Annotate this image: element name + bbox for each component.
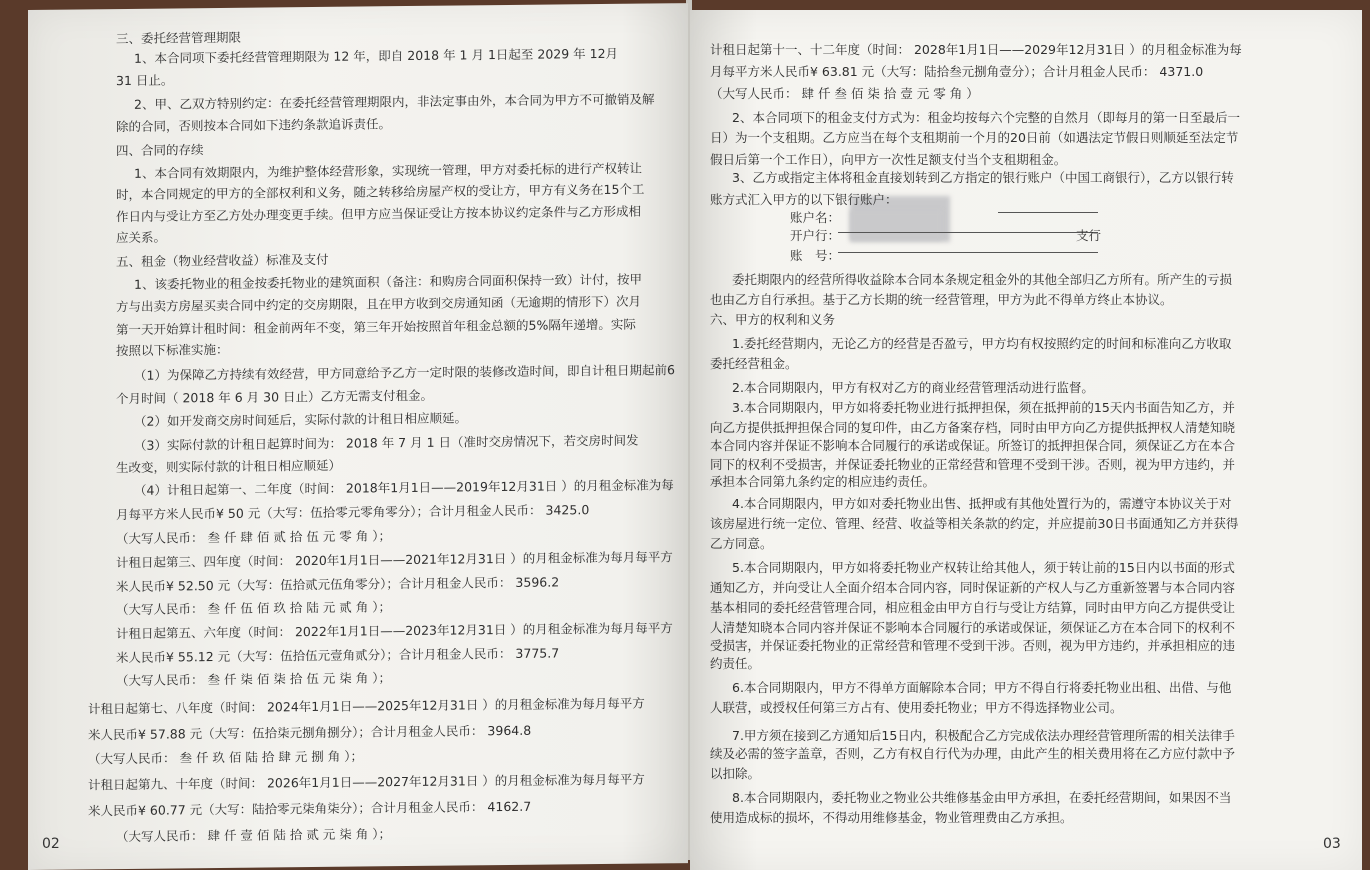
- left-line: （大写人民币： 肆 仟 壹 佰 陆 拾 贰 元 柒 角 ）；: [116, 826, 391, 845]
- right-line: 同下的权利不受损害，并保证委托物业的正常经营和管理不受到干涉。否则，视为甲方违约，并: [710, 457, 1236, 472]
- right-line: 3.本合同期限内，甲方如将委托物业进行抵押担保，须在抵押前的15天内书面告知乙方，并: [732, 400, 1235, 415]
- left-line: 米人民币¥ 60.77 元（大写：陆拾零元柒角柒分）；合计月租金人民币： 4162.7: [88, 798, 532, 819]
- left-line: 生改变，则实际付款的计租日相应顺延）: [116, 457, 342, 476]
- right-line: 日）为一个支租期。乙方应当在每个支租期前一个月的20日前（如遇法定节假日则顺延至法定节: [710, 130, 1239, 145]
- right-line: （大写人民币： 肆 仟 叁 佰 柒 拾 壹 元 零 角 ）: [710, 86, 979, 101]
- right-line: 以扣除。: [710, 766, 761, 781]
- bank-underline: [838, 232, 1098, 233]
- right-line: 计租日起第十一、十二年度（时间： 2028年1月1日——2029年12月31日 ）的月租金标准为每: [710, 42, 1242, 57]
- right-line: 也由乙方自行承担。基于乙方长期的统一经营管理，甲方为此不得单方终止本协议。: [710, 292, 1173, 307]
- right-line: 人清楚知晓本合同内容并保证不影响本合同履行的承诺或保证，须保证乙方在本合同下的权利不: [710, 620, 1236, 635]
- right-line: 该房屋进行统一定位、管理、经营、收益等相关条款的约定，并应提前30日书面通知乙方并获得: [710, 516, 1239, 531]
- left-line: 计租日起第三、四年度（时间： 2020年1月1日——2021年12月31日 ）的月租金标准为每月每平方: [116, 549, 673, 571]
- right-line: 委托期限内的经营所得收益除本合同本条规定租金外的其他全部归乙方所有。所产生的亏损: [732, 272, 1233, 287]
- left-line: （大写人民币： 叁 仟 肆 佰 贰 拾 伍 元 零 角 ）；: [116, 528, 391, 547]
- right-line: 3、乙方或指定主体将租金直接划转到乙方指定的银行账户（中国工商银行），乙方以银行转: [732, 170, 1234, 185]
- right-line: 使用造成标的损坏，不得动用维修基金，物业管理费由乙方承担。: [710, 810, 1073, 825]
- left-line: 三、委托经营管理期限: [116, 29, 242, 47]
- left-line: 2、甲、乙双方特别约定：在委托经营管理期限内，非法定事由外，本合同为甲方不可撤销及解: [134, 91, 655, 112]
- left-line: 方与出卖方房屋买卖合同中约定的交房期限，且在甲方收到交房通知函（无逾期的情形下）次月: [116, 293, 642, 315]
- left-line: 四、合同的存续: [116, 142, 204, 159]
- right-line: 8.本合同期限内，委托物业之物业公共维修基金由甲方承担，在委托经营期间，如果因不当: [732, 790, 1232, 805]
- right-line: 通知乙方，并向受让人全面介绍本合同内容，同时保证新的产权人与乙方重新签署与本合同内容: [710, 580, 1236, 595]
- right-line: 账 号：: [790, 248, 841, 263]
- right-line: 向乙方提供抵押担保合同的复印件，由乙方备案存档，同时由甲方向乙方提供抵押权人清楚知晓: [710, 420, 1236, 435]
- right-page: [690, 10, 1362, 870]
- left-line: 1、该委托物业的租金按委托物业的建筑面积（备注：和购房合同面积保持一致）计付，按甲: [134, 271, 642, 292]
- left-line: 时，本合同规定的甲方的全部权利和义务，随之转移给房屋产权的受让方，甲方有义务在15个工: [116, 181, 645, 203]
- right-line: 6.本合同期限内，甲方不得单方面解除本合同；甲方不得自行将委托物业出租、出借、与他: [732, 680, 1232, 695]
- right-line: 1.委托经营期内，无论乙方的经营是否盈亏，甲方均有权按照约定的时间和标准向乙方收取: [732, 336, 1232, 351]
- left-line: 除的合同，否则按本合同如下违约条款追诉责任。: [116, 116, 392, 135]
- left-line: 米人民币¥ 52.50 元（大写：伍拾贰元伍角零分）；合计月租金人民币： 3596.2: [116, 574, 560, 595]
- left-line: 应关系。: [116, 229, 167, 246]
- left-line: 计租日起第五、六年度（时间： 2022年1月1日——2023年12月31日 ）的月租金标准为每月每平方: [116, 620, 673, 642]
- account-underline: [998, 212, 1098, 213]
- left-line: 米人民币¥ 57.88 元（大写：伍拾柒元捌角捌分）；合计月租金人民币： 3964.8: [88, 722, 532, 743]
- left-line: 计租日起第九、十年度（时间： 2026年1月1日——2027年12月31日 ）的月租金标准为每月每平方: [88, 771, 645, 793]
- right-line: 基本相同的委托经营管理合同，相应租金由甲方自行与受让方结算，同时由甲方向乙方提供受让: [710, 600, 1236, 615]
- right-line: 2.本合同期限内，甲方有权对乙方的商业经营管理活动进行监督。: [732, 380, 1094, 395]
- right-line: 支行: [1076, 228, 1102, 243]
- left-line: 按照以下标准实施：: [116, 341, 229, 359]
- right-line: 月每平方米人民币¥ 63.81 元（大写：陆拾叁元捌角壹分）；合计月租金人民币： 4371.0: [710, 64, 1204, 79]
- right-line: 本合同内容并保证不影响本合同履行的承诺或保证。所签订的抵押担保合同，须保证乙方在本合: [710, 438, 1236, 453]
- right-line: 人联营，或授权任何第三方占有、使用委托物业；甲方不得选择物业公司。: [710, 700, 1123, 715]
- left-line: 第一天开始算计租时间：租金前两年不变，第三年开始按照首年租金总额的5%隔年递增。实际: [116, 316, 636, 338]
- right-line: 假日后第一个工作日），向甲方一次性足额支付当个支租期租金。: [710, 152, 1067, 167]
- left-line: （4）计租日起第一、二年度（时间： 2018年1月1日——2019年12月31日 ）的月租金标准为每: [134, 477, 674, 498]
- right-line: 7.甲方须在接到乙方通知后15日内，积极配合乙方完成依法办理经营管理所需的相关法律手: [732, 728, 1235, 743]
- left-line: （3）实际付款的计租日起算时间为： 2018 年 7 月 1 日（准时交房情况下，若交房时间发: [134, 432, 639, 453]
- right-line: 账方式汇入甲方的以下银行账户：: [710, 192, 898, 207]
- right-line: 账户名：: [790, 210, 841, 225]
- redacted-bank-info: [850, 210, 942, 240]
- left-line: 米人民币¥ 55.12 元（大写：伍拾伍元壹角贰分）；合计月租金人民币： 3775.7: [116, 645, 560, 666]
- right-line: 开户行：: [790, 228, 841, 243]
- left-line: （1）为保障乙方持续有效经营，甲方同意给予乙方一定时限的装修改造时间，即自计租日期起前6: [134, 362, 675, 383]
- left-line: （大写人民币： 叁 仟 玖 佰 陆 拾 肆 元 捌 角 ）；: [88, 748, 363, 767]
- account-number-underline: [838, 252, 1098, 253]
- right-line: 承担本合同第九条约定的相应违约责任。: [710, 474, 936, 489]
- right-line: 乙方同意。: [710, 536, 773, 551]
- page-number-right: 03: [1323, 836, 1341, 852]
- right-line: 4.本合同期限内，甲方如对委托物业出售、抵押或有其他处置行为的，需遵守本协议关于对: [732, 496, 1232, 511]
- left-line: （大写人民币： 叁 仟 柒 佰 柒 拾 伍 元 柒 角 ）；: [116, 670, 391, 689]
- left-line: （大写人民币： 叁 仟 伍 佰 玖 拾 陆 元 贰 角 ）；: [116, 599, 391, 618]
- left-line: 1、本合同项下委托经营管理期限为 12 年，即自 2018 年 1 月 1日起至 2029 年 12月: [134, 45, 619, 66]
- right-line: 委托经营租金。: [710, 356, 798, 371]
- page-number-left: 02: [42, 836, 60, 852]
- right-line: 约责任。: [710, 656, 761, 671]
- left-line: 作日内与受让方至乙方处办理变更手续。但甲方应当保证受让方按本协议约定条件与乙方形成相: [116, 203, 642, 225]
- left-line: 月每平方米人民币¥ 50 元（大写：伍拾零元零角零分）；合计月租金人民币： 3425.0: [116, 502, 590, 523]
- right-line: 2、本合同项下的租金支付方式为：租金均按每六个完整的自然月（即每月的第一日至最后一: [732, 110, 1240, 125]
- right-line: 六、甲方的权利和义务: [710, 312, 836, 327]
- left-line: 1、本合同有效期限内，为维护整体经营形象，实现统一管理，甲方对委托标的进行产权转让: [134, 160, 642, 181]
- right-line: 5.本合同期限内，甲方如将委托物业产权转让给其他人，须于转让前的15日内以书面的形式: [732, 560, 1235, 575]
- left-line: 31 日止。: [116, 72, 174, 89]
- right-line: 续及必需的签字盖章，否则，乙方有权自行代为办理，由此产生的相关费用将在乙方应付款中予: [710, 746, 1236, 761]
- left-line: 五、租金（物业经营收益）标准及支付: [116, 251, 329, 270]
- left-line: （2）如开发商交房时间延后，实际付款的计租日相应顺延。: [134, 410, 467, 429]
- right-line: 受损害，并保证委托物业的正常经营和管理不受到干涉。否则，视为甲方违约，并承担相应的违: [710, 638, 1236, 653]
- left-page: [28, 3, 688, 870]
- left-line: 计租日起第七、八年度（时间： 2024年1月1日——2025年12月31日 ）的月租金标准为每月每平方: [88, 695, 645, 717]
- left-line: 个月时间（ 2018 年 6 月 30 日止）乙方无需支付租金。: [116, 387, 434, 407]
